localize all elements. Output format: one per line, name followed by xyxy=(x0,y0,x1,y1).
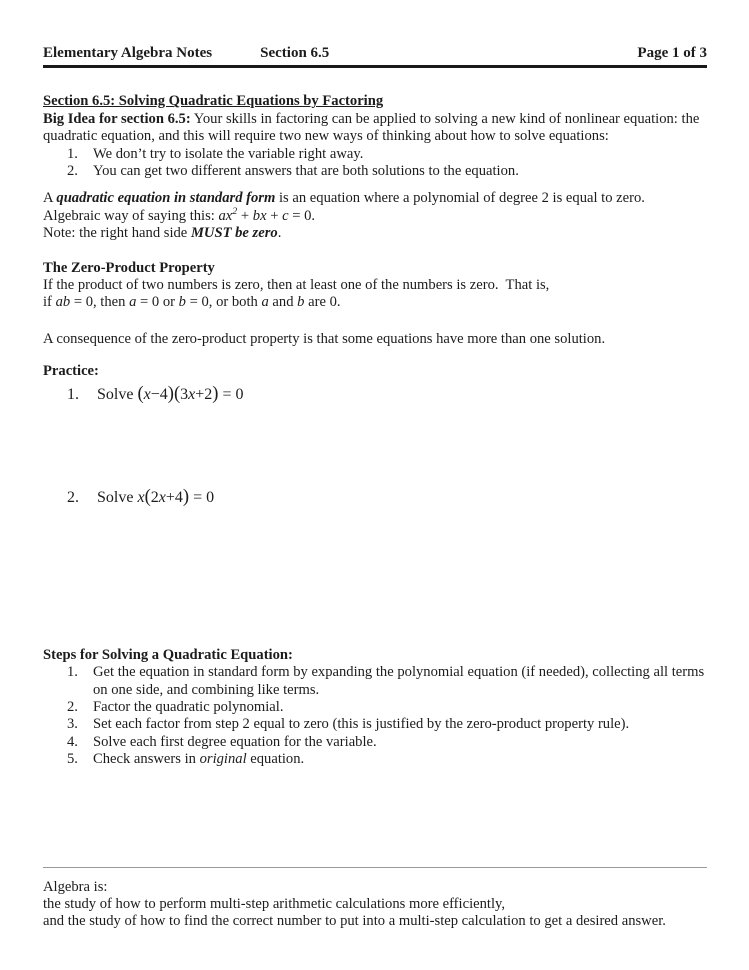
zero-product-statement: If the product of two numbers is zero, then at least one of the numbers is zero. That is, xyxy=(43,277,550,294)
practice-problem-number: 2. xyxy=(67,488,79,506)
footer-definition-2: and the study of how to find the correct number to put into a multi-step calculation to get a desired answer. xyxy=(43,913,666,930)
section-intro xyxy=(43,93,707,180)
practice-problem-number: 1. xyxy=(67,385,79,403)
step-text: Factor the quadratic polynomial. xyxy=(93,698,284,715)
practice-list xyxy=(43,382,707,508)
zero-product-formula: if ab = 0, then a = 0 or b = 0, or both a and b are 0. xyxy=(43,294,341,311)
section-title: Section 6.5: Solving Quadratic Equations by Factoring xyxy=(43,93,384,110)
list-item xyxy=(43,146,707,163)
section-zero-product xyxy=(43,260,707,312)
list-item-text: You can get two different answers that are both solutions to the equation. xyxy=(93,163,519,180)
steps-list xyxy=(43,664,707,768)
list-item xyxy=(43,163,707,180)
step-number: 5. xyxy=(67,751,78,768)
standard-form-equation: Algebraic way of saying this: $ax^2$ + bx + c = 0. xyxy=(43,205,316,224)
step-number: 4. xyxy=(67,733,78,750)
section-standard-form xyxy=(43,190,707,242)
header-section-label: Section 6.5 xyxy=(260,45,330,61)
step-number: 2. xyxy=(67,698,78,715)
list-item-number: 2. xyxy=(67,163,78,180)
step-number: 3. xyxy=(67,716,78,733)
section-consequence xyxy=(43,331,707,348)
steps-title: Steps for Solving a Quadratic Equation: xyxy=(43,646,293,663)
big-idea-paragraph: Big Idea for section 6.5: Your skills in factoring can be applied to solving a new kind of nonlinear equation: the quadratic equation, and this will require two new ways of thinking about how to solve equations: xyxy=(43,110,704,145)
practice-label: Practice: xyxy=(43,363,99,380)
footer-heading: Algebra is: xyxy=(43,878,108,895)
practice-problem-equation: Solve (x−4)(3x+2) = 0 xyxy=(97,382,244,404)
step-item xyxy=(43,664,707,699)
list-item-text: We don’t try to isolate the variable right away. xyxy=(93,145,364,162)
practice-problem-equation: Solve x(2x+4) = 0 xyxy=(97,485,215,507)
step-text: Check answers in original equation. xyxy=(93,751,305,768)
header-page-number: Page 1 of 3 xyxy=(637,45,707,61)
step-text: Set each factor from step 2 equal to zero (this is justified by the zero-product property rule). xyxy=(93,716,630,733)
header-course-title: Elementary Algebra Notes xyxy=(43,45,213,61)
practice-problem xyxy=(43,382,707,405)
standard-form-definition: A quadratic equation in standard form is an equation where a polynomial of degree 2 is equal to zero. xyxy=(43,190,645,207)
standard-form-note: Note: the right hand side MUST be zero. xyxy=(43,225,282,242)
step-item xyxy=(43,751,707,768)
step-number: 1. xyxy=(67,664,78,681)
list-item-number: 1. xyxy=(67,145,78,162)
footer-definition-1: the study of how to perform multi-step arithmetic calculations more efficiently, xyxy=(43,895,506,912)
section-practice xyxy=(43,363,707,507)
consequence-paragraph: A consequence of the zero-product property is that some equations have more than one solution. xyxy=(43,330,606,347)
step-item xyxy=(43,716,707,733)
section-footer xyxy=(43,867,707,931)
step-item xyxy=(43,699,707,716)
intro-list xyxy=(43,146,707,181)
step-text: Solve each first degree equation for the variable. xyxy=(93,733,377,750)
step-text: Get the equation in standard form by expanding the polynomial equation (if needed), collecting all terms on one side, and combining like terms. xyxy=(93,664,708,698)
section-steps xyxy=(43,647,707,769)
practice-problem xyxy=(43,485,707,508)
step-item xyxy=(43,734,707,751)
zero-product-title: The Zero-Product Property xyxy=(43,259,215,276)
document-header xyxy=(43,45,707,68)
